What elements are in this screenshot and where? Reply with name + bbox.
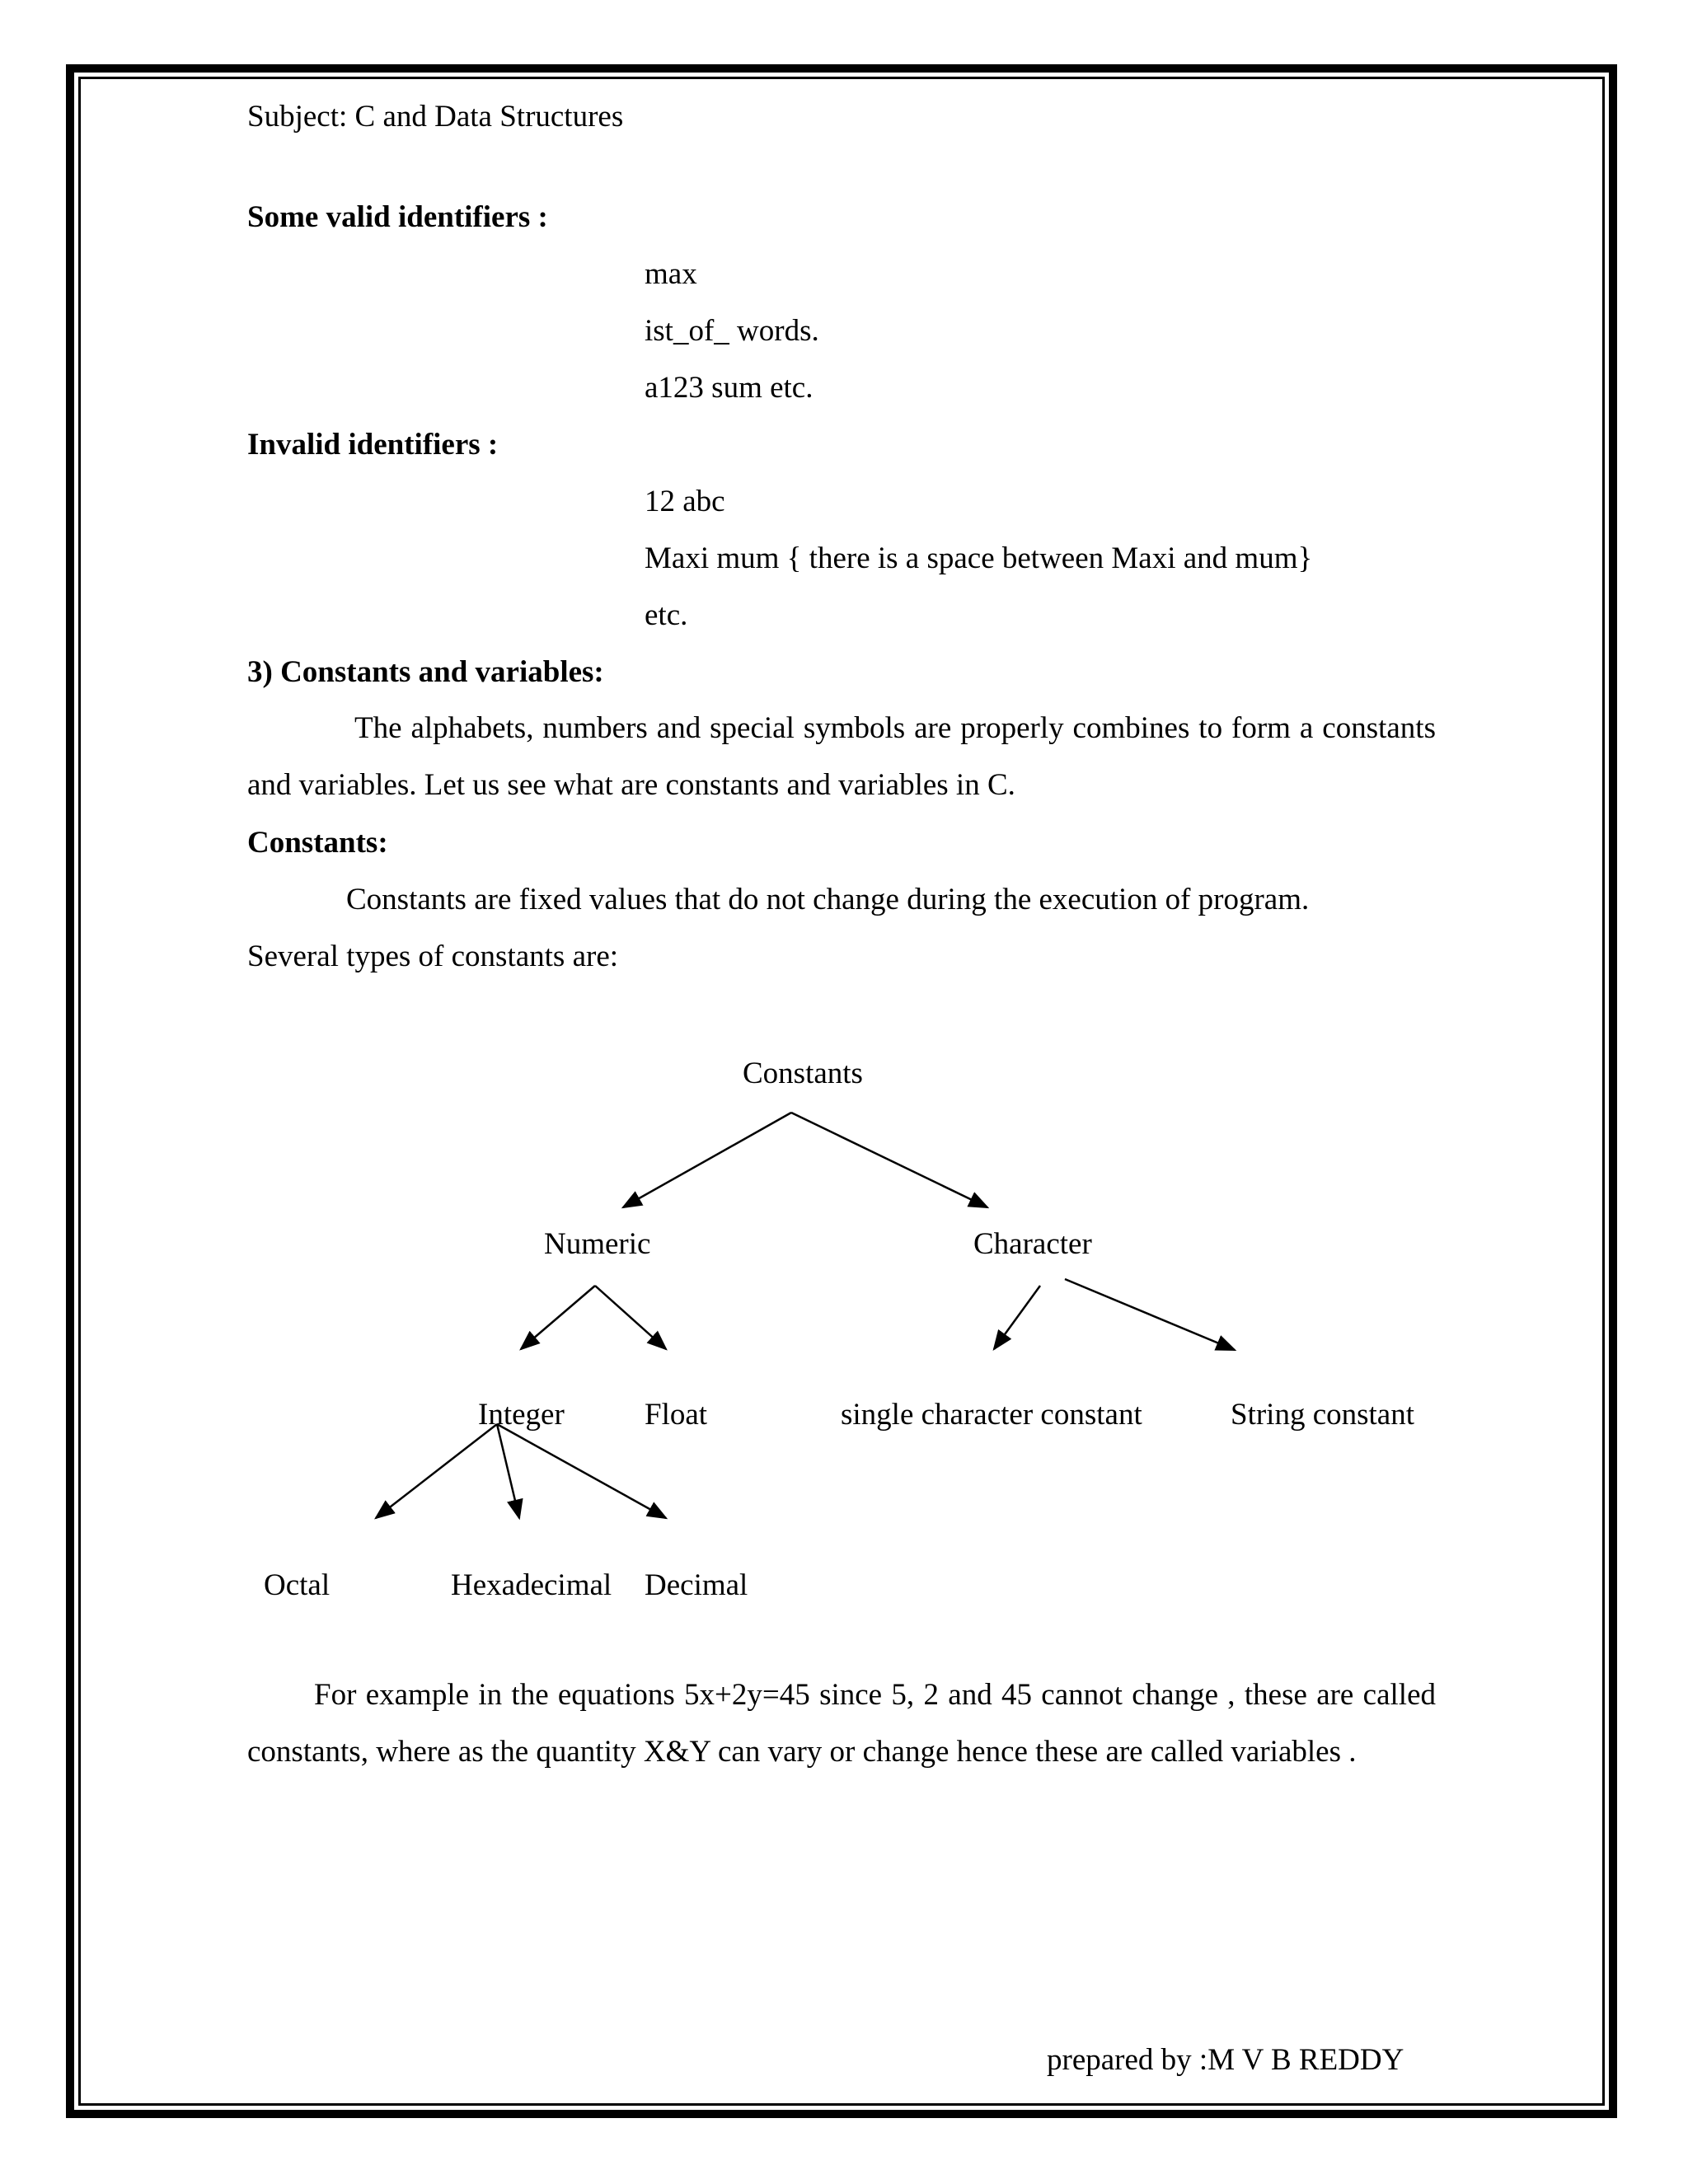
section3-heading: 3) Constants and variables: [247,655,604,689]
section3-intro: The alphabets, numbers and special symbols are properly combines to form a constants and variables. Let us see what are constants and variables in C. [247,711,1436,802]
example-paragraph: For example in the equations 5x+2y=45 since 5, 2 and 45 cannot change , these are called constants, where as the quantity X&Y can vary or change hence these are called variables . [247,1678,1436,1769]
node-constants: Constants [743,1057,863,1090]
subject-header: Subject: C and Data Structures [247,100,624,134]
node-numeric: Numeric [544,1227,651,1261]
constants-heading: Constants: [247,826,388,860]
valid-identifier-item: max [645,257,697,291]
node-decimal: Decimal [645,1568,748,1602]
constants-definition: Constants are fixed values that do not change during the execution of program. [346,883,1310,916]
node-octal: Octal [264,1568,331,1602]
page-border-inner [78,77,1605,2106]
valid-identifier-item: ist_of_ words. [645,314,819,348]
valid-identifiers-heading: Some valid identifiers : [247,200,548,234]
node-character: Character [973,1227,1092,1261]
node-single-character-constant: single character constant [841,1398,1142,1432]
invalid-identifier-item: Maxi mum { there is a space between Maxi and mum} [645,541,1313,575]
constants-types-intro: Several types of constants are: [247,940,619,973]
node-integer: Integer [478,1398,565,1432]
node-float: Float [645,1398,708,1432]
node-hexadecimal: Hexadecimal [451,1568,612,1602]
footer-prepared-by: prepared by :M V B REDDY [1047,2043,1404,2077]
node-string-constant: String constant [1231,1398,1415,1432]
valid-identifier-item: a123 sum etc. [645,371,814,405]
invalid-identifiers-heading: Invalid identifiers : [247,428,499,462]
invalid-identifier-item: etc. [645,598,688,632]
invalid-identifier-item: 12 abc [645,485,725,518]
